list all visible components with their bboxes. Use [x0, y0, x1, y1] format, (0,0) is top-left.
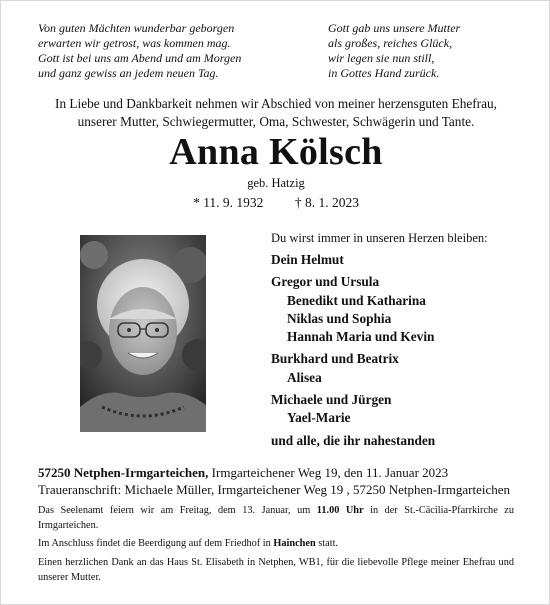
service-text: Das Seelenamt feiern wir am Freitag, dem 13. Januar, um — [38, 505, 317, 516]
burial-place: Hainchen — [273, 538, 316, 549]
poem-line: und ganz gewiss an jedem neuen Tag. — [38, 66, 219, 80]
family-husband: Dein Helmut — [271, 252, 344, 267]
place-date-line — [38, 464, 510, 481]
intro-line: In Liebe und Dankbarkeit nehmen wir Abschied von meiner herzensguten Ehefrau, — [55, 96, 497, 111]
deceased-name: Anna Kölsch — [169, 131, 383, 173]
family-member: Niklas und Sophia — [287, 310, 392, 326]
family-member: Yael-Marie — [287, 410, 351, 426]
family-group-head: Burkhard und Beatrix — [271, 351, 399, 367]
burial-text: Im Anschluss findet die Beerdigung auf dem Friedhof in — [38, 538, 274, 549]
family-member: Benedikt und Katharina — [287, 292, 426, 308]
address-block — [38, 464, 510, 498]
poem-line: als großes, reiches Glück, — [328, 36, 453, 50]
family-member: Alisea — [287, 369, 322, 385]
poem-line: erwarten wir getrost, was kommen mag. — [38, 36, 231, 50]
poem-line: Gott gab uns unsere Mutter — [328, 21, 461, 35]
remembrance-line: Du wirst immer in unseren Herzen bleiben: — [271, 231, 488, 245]
poem-line: Von guten Mächten wunderbar geborgen — [38, 21, 235, 35]
family-group-head: Gregor und Ursula — [271, 274, 380, 290]
place-details: Irmgarteichener Weg 19, den 11. Januar 2023 — [208, 465, 449, 480]
thanks-info: Einen herzlichen Dank an das Haus St. Elisabeth in Netphen, WB1, für die liebevolle Pflege meiner Ehefrau und unserer Mutter. — [38, 557, 514, 583]
portrait-photo — [80, 235, 206, 432]
service-text: in der St.-Cäcilia-Pfarrkirche zu Irmgarteichen. — [38, 505, 514, 531]
family-member: Hannah Maria und Kevin — [287, 329, 435, 345]
mourning-address: Traueranschrift: Michaele Müller, Irmgarteichener Weg 19 , 57250 Netphen-Irmgarteichen — [38, 482, 511, 497]
life-dates — [1, 194, 550, 212]
service-info — [38, 503, 514, 533]
intro-text — [1, 95, 550, 131]
poem-line: in Gottes Hand zurück. — [328, 66, 440, 80]
place-name: 57250 Netphen-Irmgarteichen, — [38, 465, 209, 480]
burial-info — [38, 536, 514, 551]
service-time: 11.00 Uhr — [316, 505, 364, 516]
intro-line: unserer Mutter, Schwiegermutter, Oma, Schwester, Schwägerin und Tante. — [77, 114, 475, 129]
maiden-name: geb. Hatzig — [247, 176, 305, 190]
death-date: † 8. 1. 2023 — [294, 195, 359, 210]
family-closing: und alle, die ihr nahestanden — [271, 432, 436, 448]
poem-right — [328, 21, 528, 81]
burial-text: statt. — [315, 538, 339, 549]
family-group-head: Michaele und Jürgen — [271, 392, 392, 408]
poem-left — [38, 21, 298, 81]
family-list — [271, 251, 435, 450]
birth-date: * 11. 9. 1932 — [193, 195, 264, 210]
poem-line: Gott ist bei uns am Abend und am Morgen — [38, 51, 242, 65]
poem-line: wir legen sie nun still, — [328, 51, 435, 65]
